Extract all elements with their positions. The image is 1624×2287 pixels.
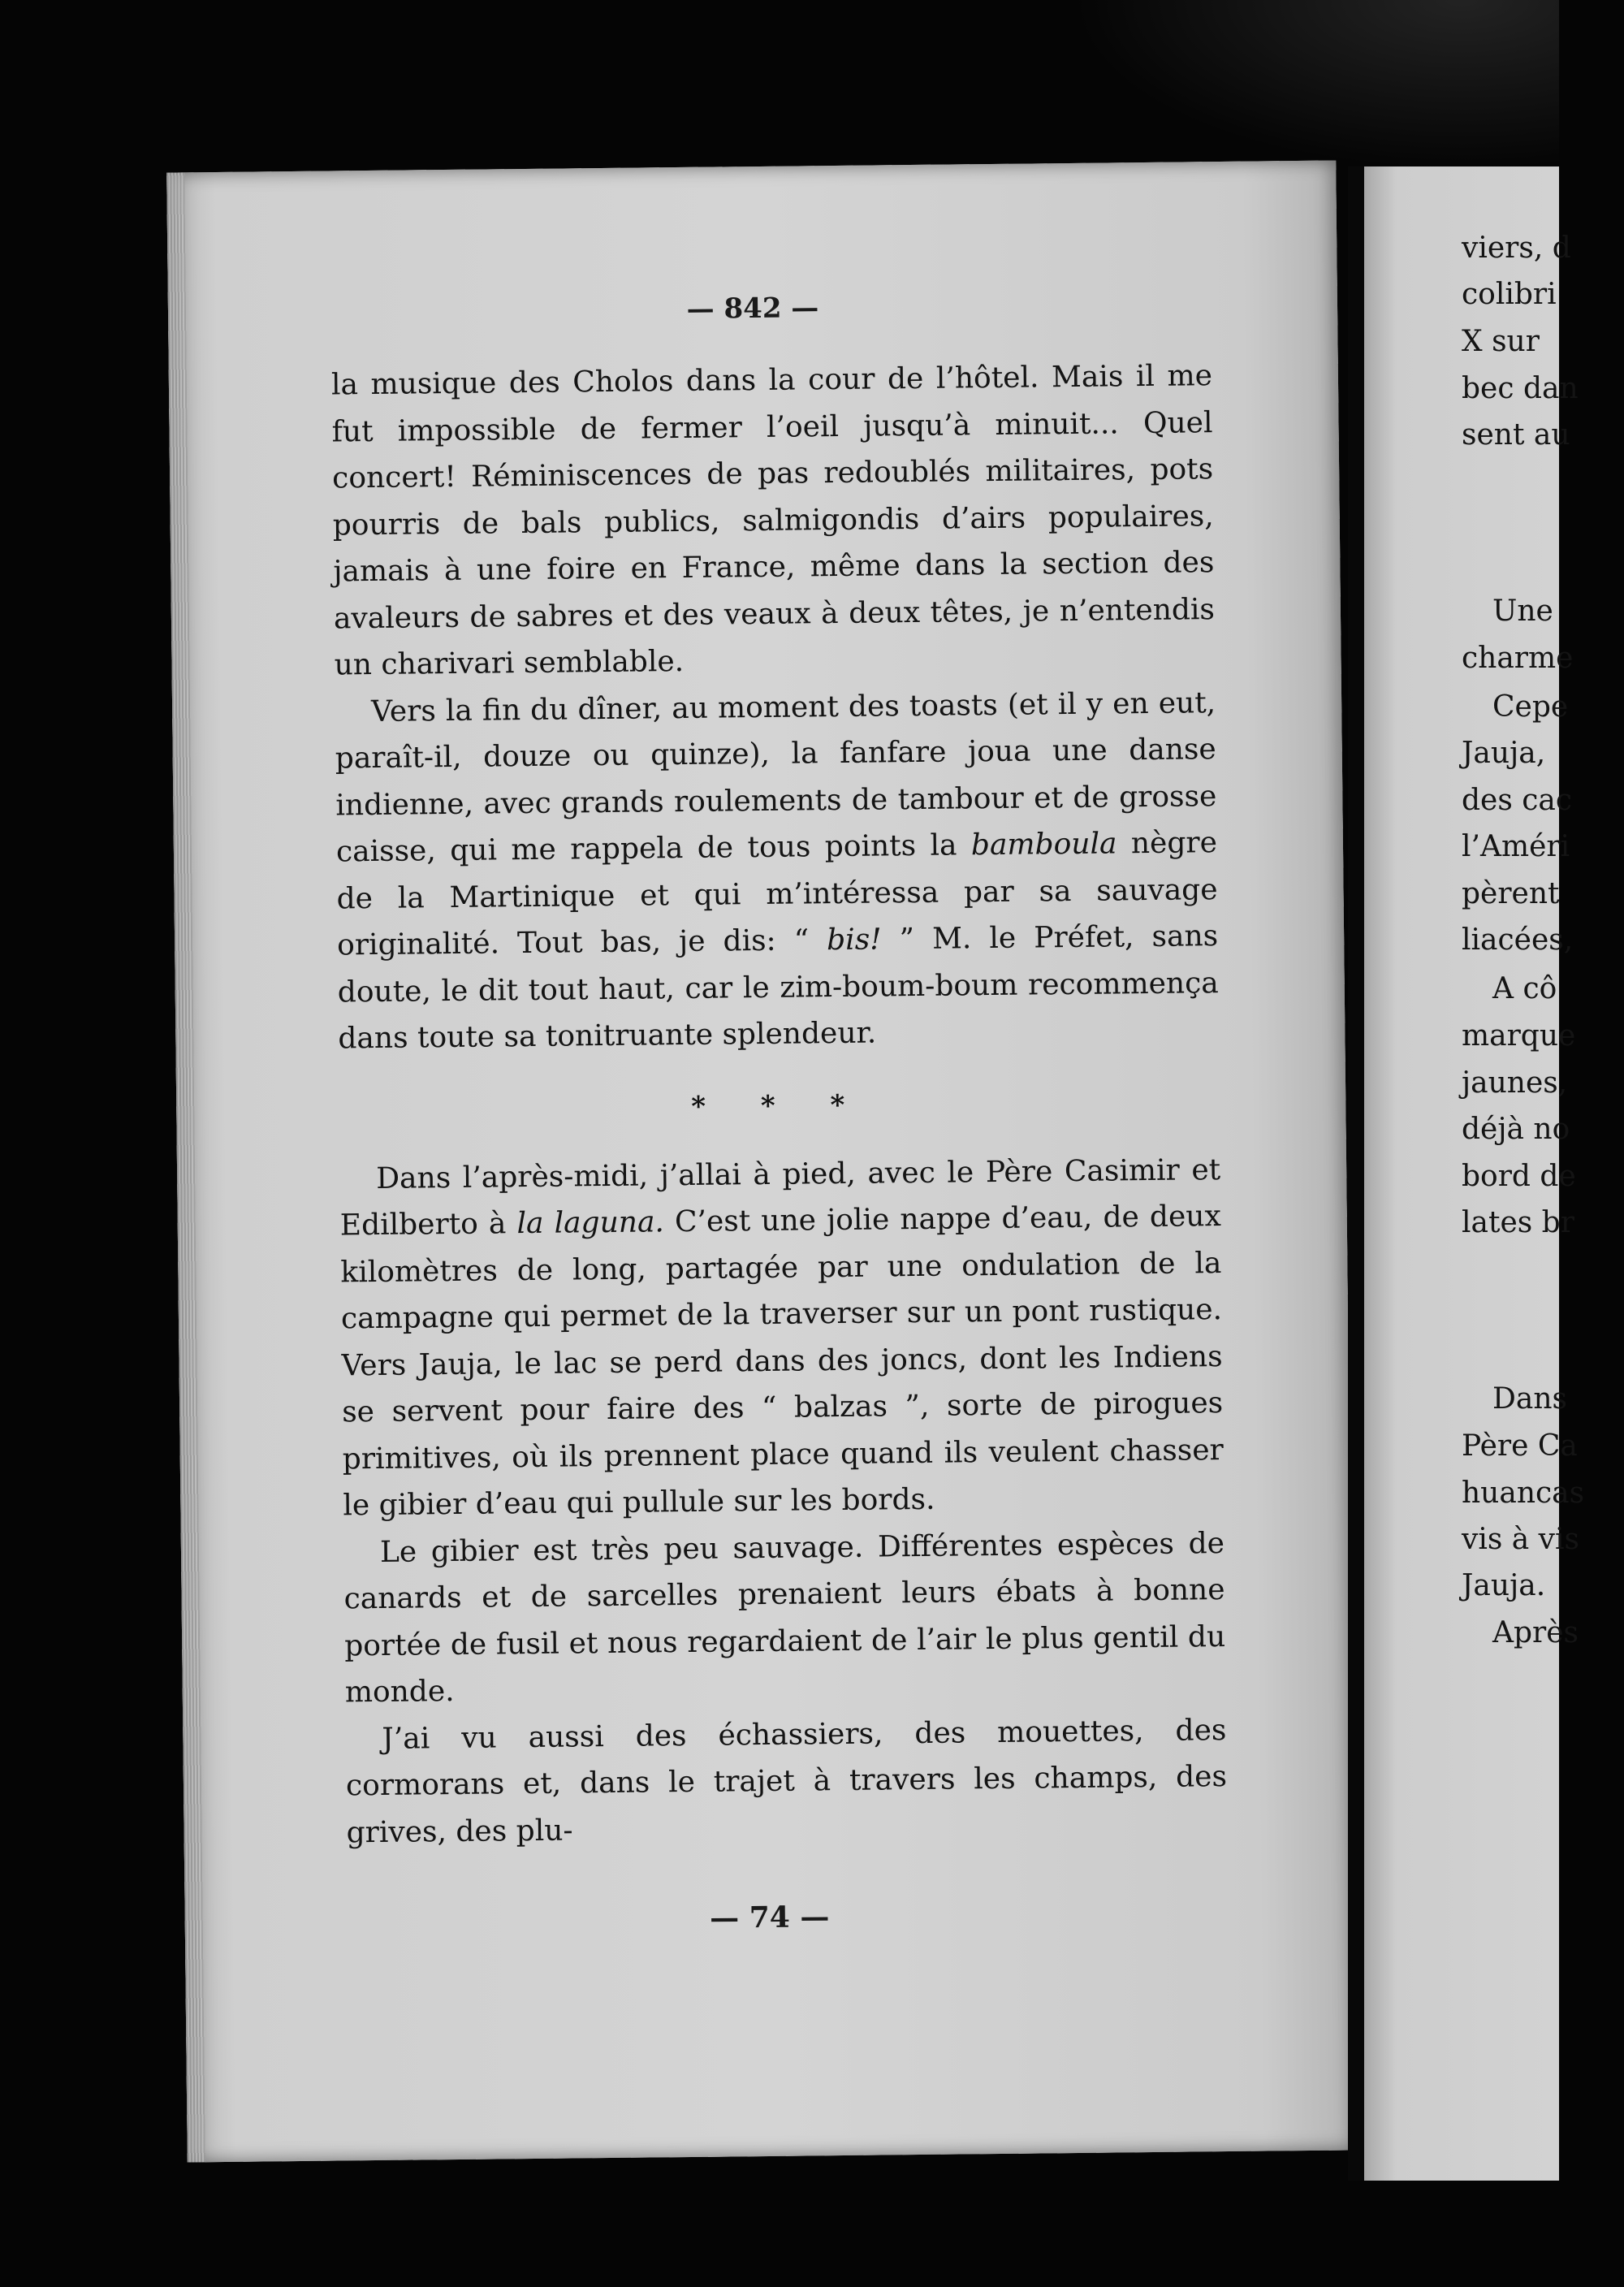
page-number-bottom: — 74 —	[709, 1900, 830, 1935]
paragraph-5: J’ai vu aussi des échassiers, des mouettes, des cormorans et, dans le trajet à travers les champs, des grives, des plu-	[345, 1713, 1228, 1849]
paragraph-1: la musique des Cholos dans la cour de l’hôtel. Mais il me fut impossible de fermer l’oeil jusqu’à minuit... Quel concert! Réminiscences de pas redoublés militaires, pots pourris de bals publics, salmigondis d’airs populaires, jamais à une foire en France, même dans la section des avaleurs de sabres et des veaux à deux têtes, je n’entendis un charivari semblable.	[330, 359, 1216, 682]
facing-page-line: vis à vis	[1462, 1523, 1580, 1556]
page-number-top: — 842 —	[686, 292, 819, 326]
facing-page-line: lates br	[1462, 1206, 1574, 1239]
paragraph-2-part-2: nègre de la Martinique et qui m’intéressa par sa sauvage originalité. Tout bas, je dis: “	[336, 826, 1218, 962]
right-book-page-partial	[1364, 166, 1585, 2181]
facing-page-line: Père Ca	[1462, 1429, 1578, 1463]
facing-page-line: A cô	[1492, 972, 1557, 1005]
facing-page-line: des cac	[1462, 784, 1573, 817]
paragraph-3-part-1: Dans l’après-midi, j’allai à pied, avec le Père Casimir et Edilberto à	[339, 1152, 1221, 1243]
paragraph-3	[339, 1147, 1224, 1529]
facing-page-line: pèrent	[1462, 877, 1560, 910]
facing-page-line: liacées,	[1462, 923, 1574, 957]
facing-page-line: huancas	[1462, 1476, 1585, 1510]
scan-shadow-corner	[1072, 0, 1559, 171]
left-book-page	[166, 161, 1357, 2163]
section-separator-asterisks: * * *	[691, 1088, 868, 1123]
italic-bamboula: bamboula	[970, 827, 1117, 862]
paragraph-4: Le gibier est très peu sauvage. Différentes espèces de canards et de sarcelles prenaient leurs ébats à bonne portée de fusil et nous regardaient de l’air le plus gentil du monde.	[343, 1526, 1226, 1710]
body-text	[331, 352, 1228, 1856]
italic-bis: bis!	[826, 923, 882, 958]
facing-page-line: Jauja,	[1462, 737, 1546, 770]
facing-page-line: X sur	[1462, 325, 1540, 358]
facing-page-line: Dans	[1492, 1382, 1567, 1416]
facing-page-line: Cepe	[1492, 690, 1569, 724]
facing-page-line: déjà no	[1462, 1113, 1570, 1146]
page-edge-stack	[166, 172, 205, 2162]
facing-page-line: Jauja.	[1462, 1569, 1546, 1602]
book-gutter	[1348, 166, 1364, 2181]
facing-page-line: viers, d	[1462, 231, 1571, 265]
facing-page-line: l’Améri	[1462, 830, 1570, 863]
facing-page-line: sent au	[1462, 418, 1570, 452]
paragraph-3-part-2: C’est une jolie nappe d’eau, de deux kilomètres de long, partagée par une ondulation de la campagne qui permet de la traverser sur un pont rustique. Vers Jauja, le lac se perd dans des joncs, dont les Indiens se servent pour faire des “ balzas ”, sorte de pirogues primitives, où ils prennent place quand ils veulent chasser le gibier d’eau qui pullule sur les bords.	[340, 1200, 1224, 1523]
facing-page-line: marque	[1462, 1019, 1576, 1053]
paragraph-2	[335, 680, 1220, 1062]
facing-page-line: bord de	[1462, 1160, 1576, 1193]
facing-page-line: colibri	[1462, 278, 1557, 311]
paragraph-2-part-3: ” M. le Préfet, sans doute, le dit tout haut, car le zim-boum-boum recommença dans toute sa tonitruante splendeur.	[337, 919, 1219, 1056]
facing-page-line: Une	[1492, 594, 1553, 628]
facing-page-line: Après	[1492, 1616, 1579, 1649]
paragraph-2-part-1: Vers la fin du dîner, au moment des toasts (et il y en eut, paraît-il, douze ou quinze), la fanfare joua une danse indienne, avec grands roulements de tambour et de grosse caisse, qui me rappela de tous points la	[335, 685, 1217, 869]
facing-page-line: bec dan	[1462, 372, 1579, 405]
facing-page-line: jaunes,	[1462, 1066, 1568, 1100]
facing-page-line: charme	[1462, 642, 1574, 675]
italic-la-laguna: la laguna.	[516, 1205, 665, 1241]
